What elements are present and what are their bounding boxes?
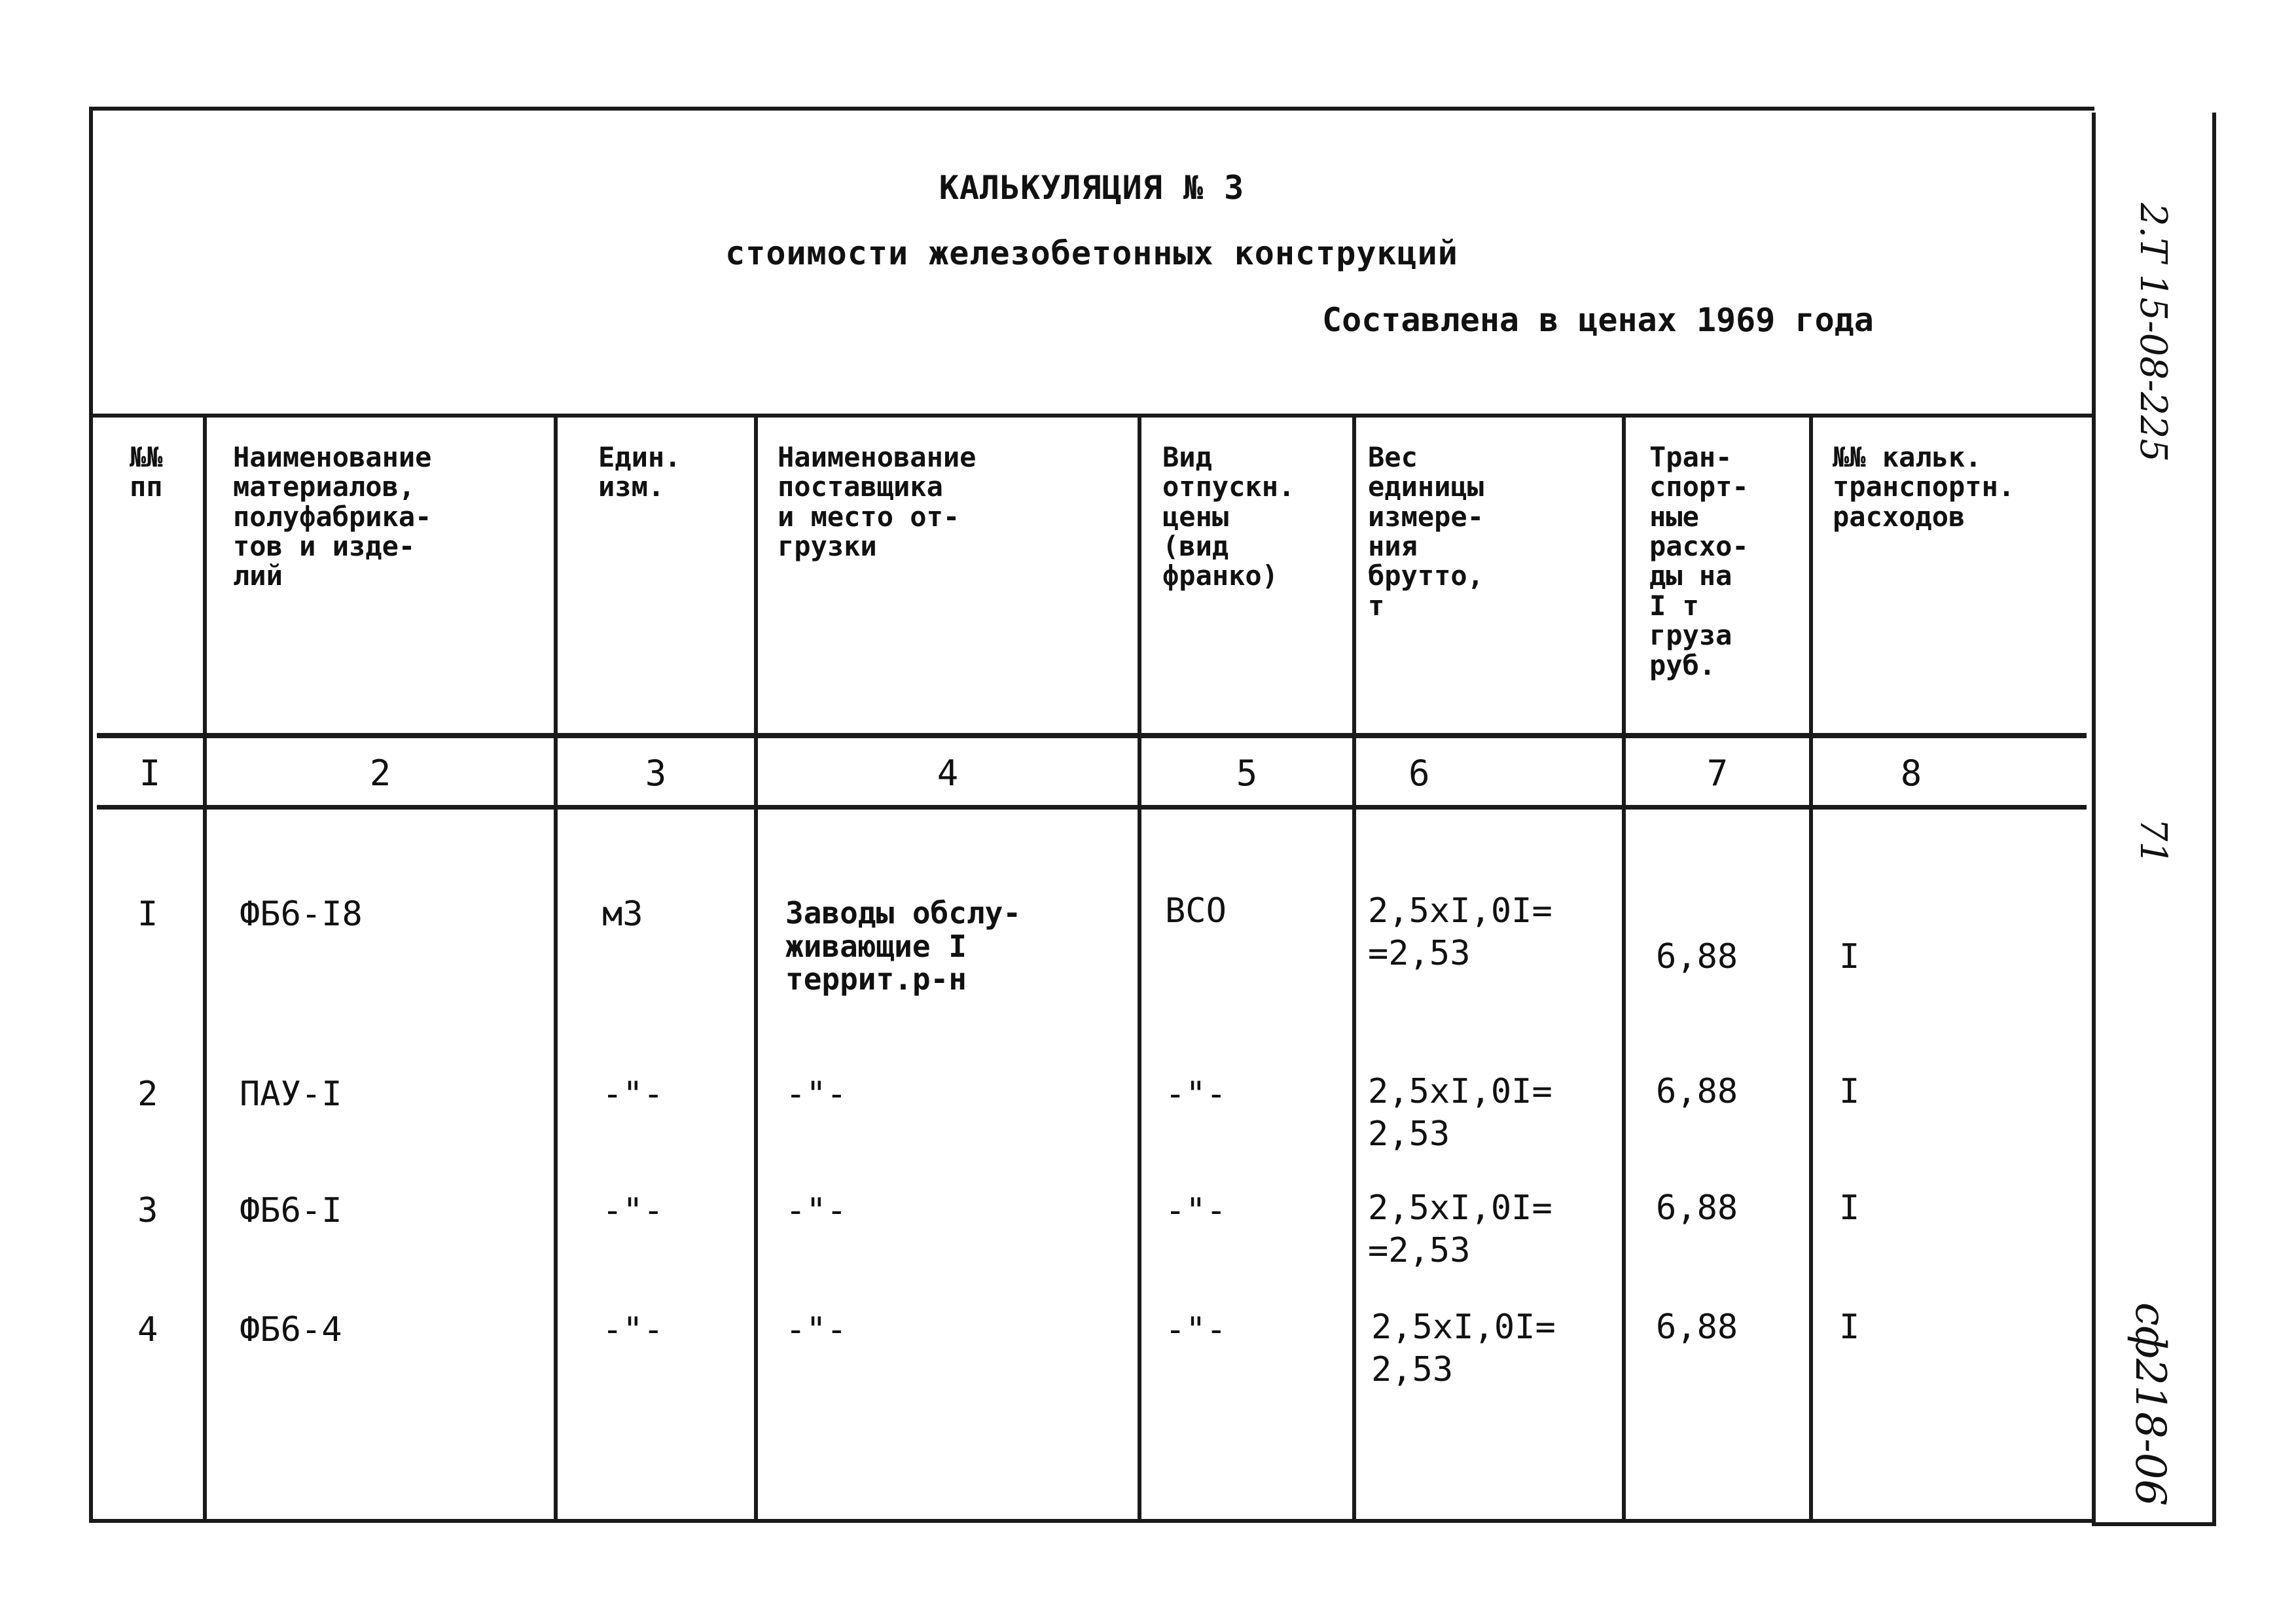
header-row-number: №№ пп bbox=[130, 441, 163, 503]
supplier: Заводы обслу- живающие I террит.р-н bbox=[785, 895, 1022, 997]
material-name: ФБ6-I bbox=[240, 1191, 342, 1230]
column-number: 2 bbox=[369, 753, 391, 794]
calc-number: I bbox=[1839, 1308, 1860, 1347]
material-name: ПАУ-I bbox=[240, 1075, 342, 1114]
unit-weight: 2,5xI,0I= 2,53 bbox=[1371, 1308, 1556, 1389]
row-number: 2 bbox=[137, 1075, 158, 1114]
column-divider bbox=[754, 416, 758, 1523]
transport-cost: 6,88 bbox=[1656, 1188, 1738, 1228]
row-number: 3 bbox=[137, 1191, 158, 1230]
unit: -"- bbox=[602, 1310, 664, 1349]
margin-page-number: 71 bbox=[2132, 818, 2174, 865]
margin-code-bottom: сф218-06 bbox=[2126, 1302, 2174, 1507]
unit-weight: 2,5xI,0I= =2,53 bbox=[1368, 891, 1552, 973]
price-type: -"- bbox=[1165, 1191, 1227, 1230]
header-transport-cost: Тран- спорт- ные расхо- ды на I т груза руб. bbox=[1649, 441, 1749, 681]
margin-code-top: 2.T 15-08-225 bbox=[2132, 203, 2174, 462]
column-number-rule bbox=[97, 805, 2087, 810]
unit-weight: 2,5xI,0I= 2,53 bbox=[1368, 1072, 1552, 1154]
transport-cost: 6,88 bbox=[1656, 1072, 1738, 1111]
unit: -"- bbox=[602, 1075, 664, 1114]
supplier: -"- bbox=[785, 1075, 847, 1114]
column-divider bbox=[1352, 416, 1356, 1523]
document-title: КАЛЬКУЛЯЦИЯ № 3 bbox=[939, 169, 1245, 207]
prices-note: Составлена в ценах 1969 года bbox=[1322, 301, 1874, 339]
header-unit-weight: Вес единицы измере- ния брутто, т bbox=[1368, 441, 1484, 622]
column-number: 5 bbox=[1236, 753, 1258, 794]
material-name: ФБ6-4 bbox=[240, 1310, 342, 1349]
transport-cost: 6,88 bbox=[1656, 937, 1738, 976]
price-type: ВСО bbox=[1165, 891, 1227, 931]
header-bottom-rule bbox=[97, 733, 2087, 738]
column-divider bbox=[203, 416, 207, 1523]
header-material-name: Наименование материалов, полуфабрика- тов и изде- лий bbox=[233, 441, 432, 592]
row-number: 4 bbox=[137, 1310, 158, 1349]
column-number: 6 bbox=[1408, 753, 1430, 794]
unit: -"- bbox=[602, 1191, 664, 1230]
header-unit: Един. изм. bbox=[598, 441, 681, 503]
column-divider bbox=[554, 416, 558, 1523]
unit: м3 bbox=[602, 895, 643, 934]
price-type: -"- bbox=[1165, 1310, 1227, 1349]
calc-number: I bbox=[1839, 1188, 1860, 1228]
column-number: 8 bbox=[1900, 753, 1922, 794]
calc-number: I bbox=[1839, 937, 1860, 976]
transport-cost: 6,88 bbox=[1656, 1308, 1738, 1347]
supplier: -"- bbox=[785, 1191, 847, 1230]
material-name: ФБ6-I8 bbox=[240, 895, 363, 934]
column-divider bbox=[1622, 416, 1626, 1523]
document-subtitle: стоимости железобетонных конструкций bbox=[725, 234, 1458, 272]
column-number: I bbox=[139, 753, 161, 794]
calc-number: I bbox=[1839, 1072, 1860, 1111]
column-number: 7 bbox=[1706, 753, 1729, 794]
row-number: I bbox=[137, 895, 158, 934]
column-number: 4 bbox=[937, 753, 959, 794]
column-divider bbox=[1809, 416, 1813, 1523]
column-number: 3 bbox=[645, 753, 667, 794]
supplier: -"- bbox=[785, 1310, 847, 1349]
header-price-type: Вид отпускн. цены (вид франко) bbox=[1162, 441, 1295, 592]
column-divider bbox=[1138, 416, 1141, 1523]
price-type: -"- bbox=[1165, 1075, 1227, 1114]
header-top-rule bbox=[89, 414, 2094, 418]
header-supplier: Наименование поставщика и место от- грузки bbox=[778, 441, 977, 563]
header-calc-number: №№ кальк. транспортн. расходов bbox=[1833, 441, 2015, 533]
unit-weight: 2,5xI,0I= =2,53 bbox=[1368, 1188, 1552, 1270]
